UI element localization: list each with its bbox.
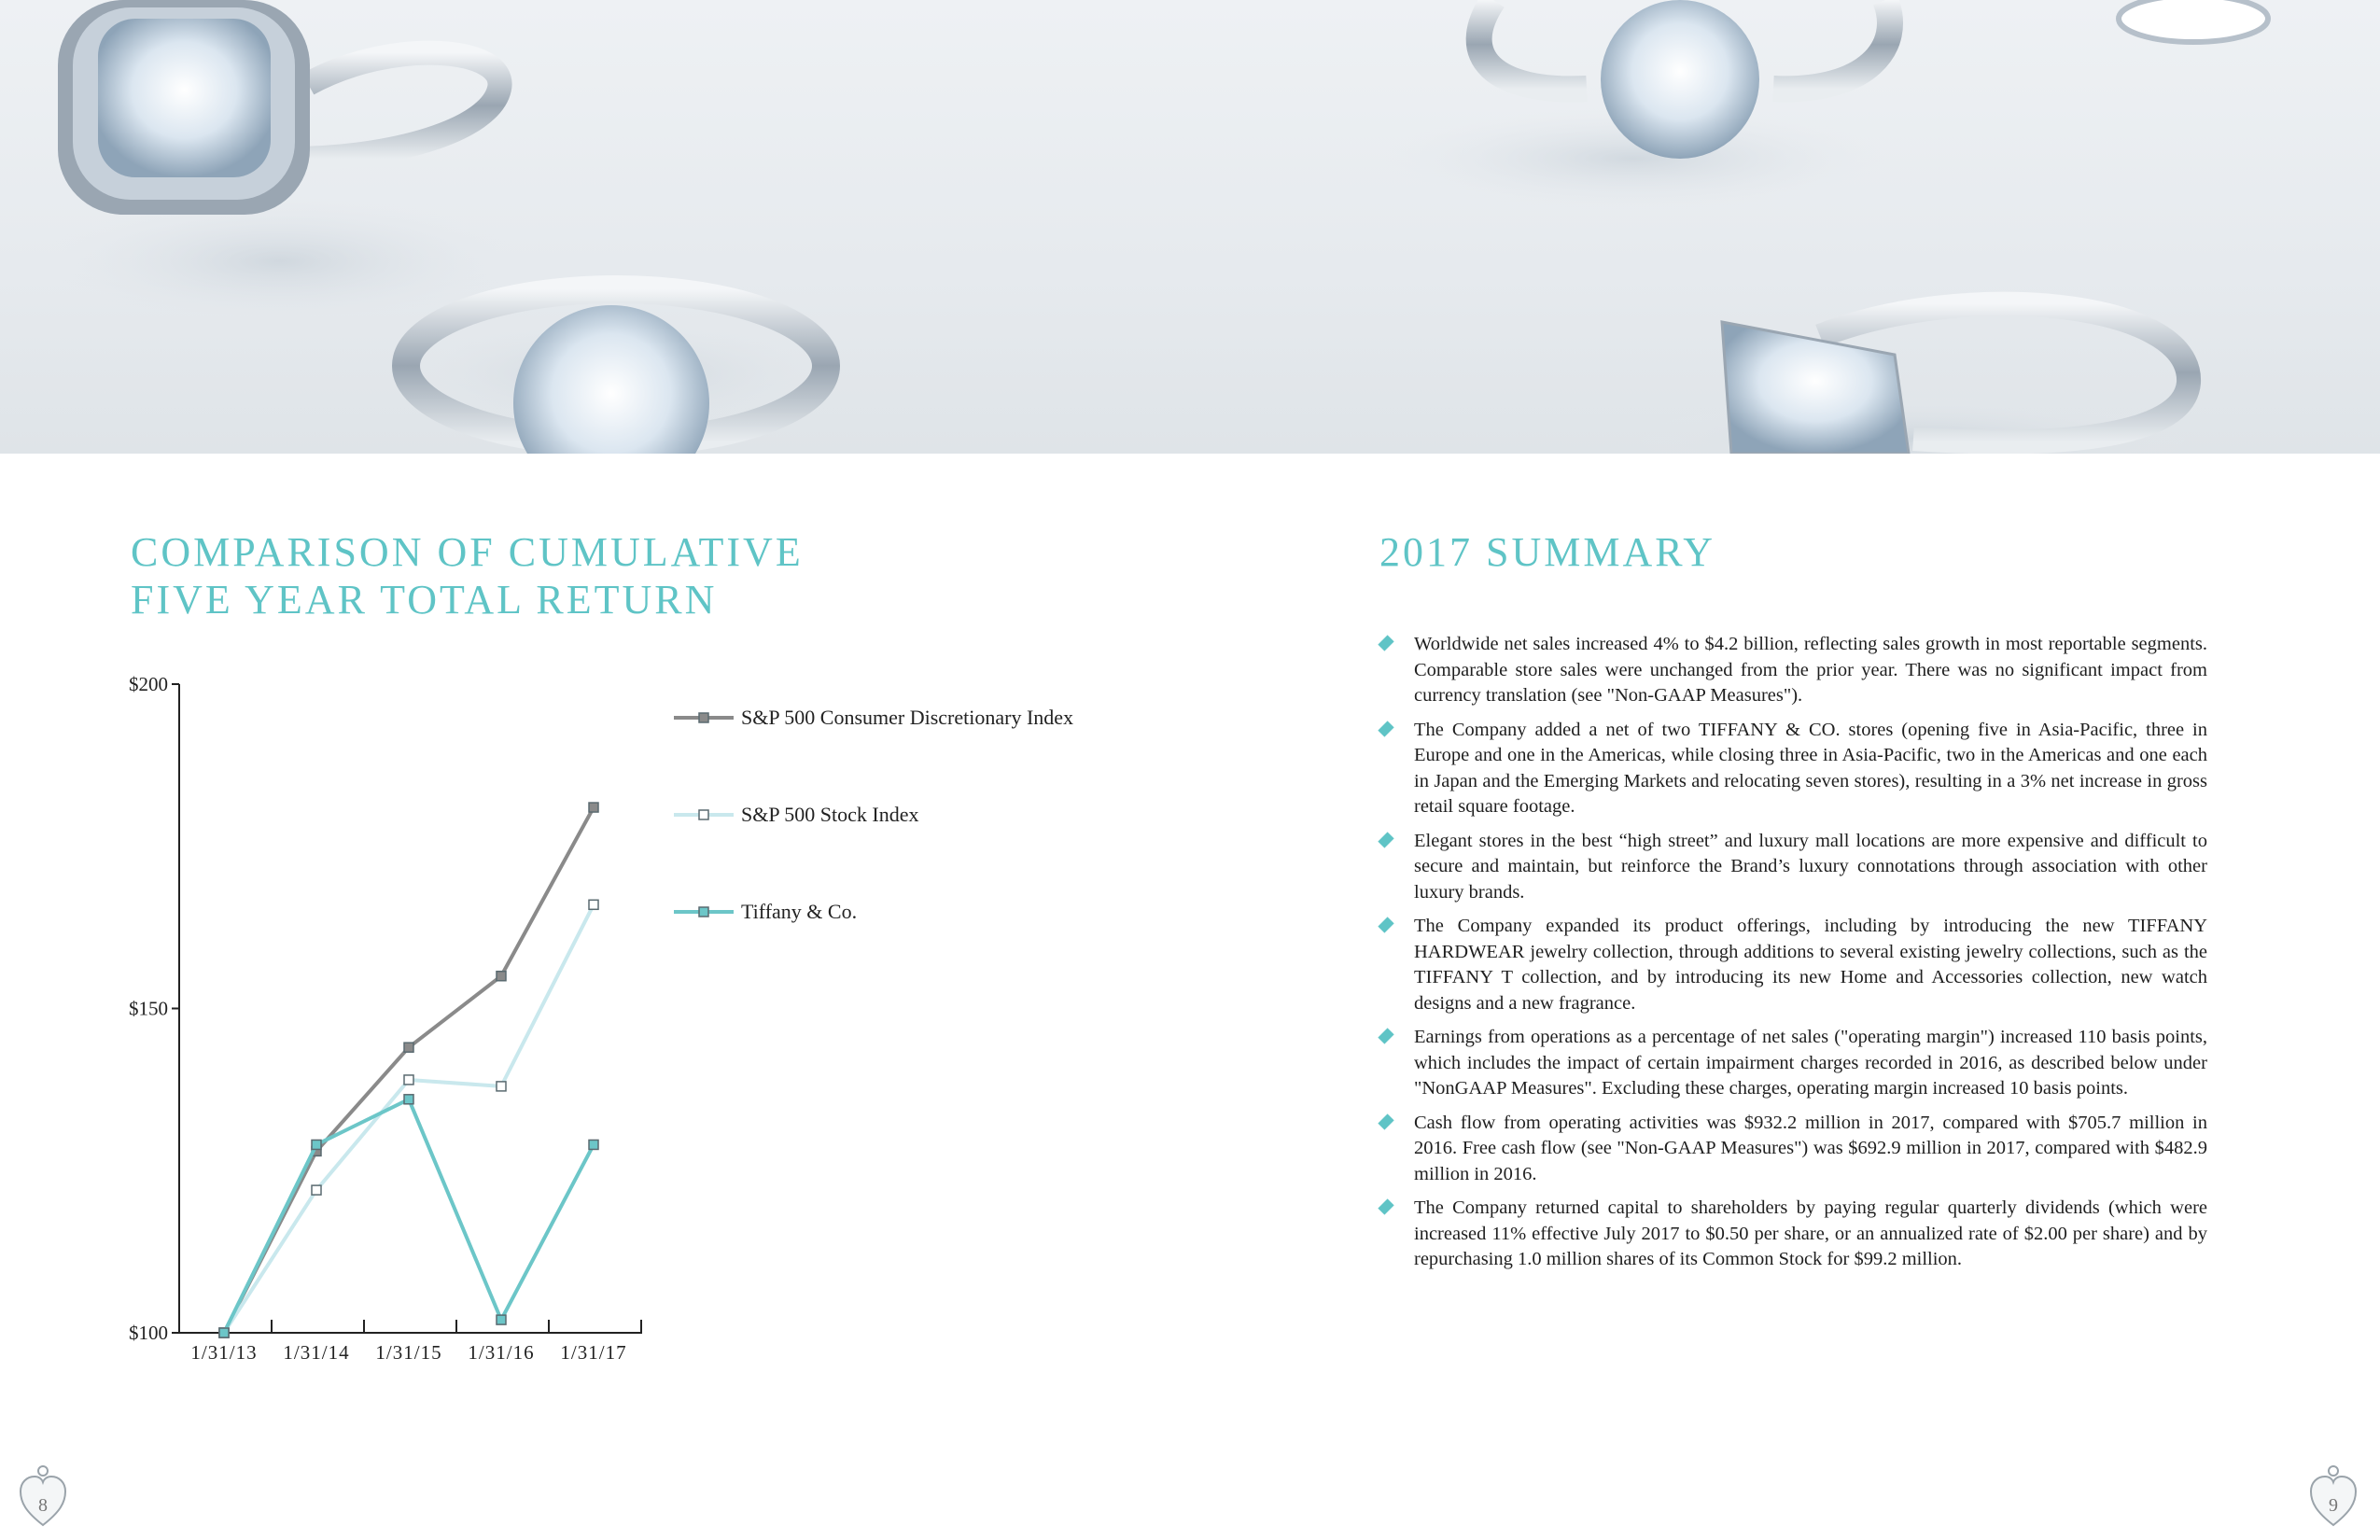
x-tick-label: 1/31/16 <box>468 1341 535 1364</box>
series-point <box>589 803 598 812</box>
summary-bullet-text: The Company returned capital to shareholders by paying regular quarterly dividends (which were increased 11% effective July 2017 to $0.50 per share, or an annualized rate of $2.00 per share) and by repurchasing 1.0 million shares of its Common Stock for $99.2 million. <box>1414 1197 2207 1269</box>
chart-heading-line-2: FIVE YEAR TOTAL RETURN <box>131 577 718 623</box>
series-point <box>497 972 506 981</box>
chart-heading-line-1: COMPARISON OF CUMULATIVE <box>131 529 804 575</box>
summary-bullet <box>1379 1111 2207 1188</box>
x-tick-label: 1/31/13 <box>190 1341 258 1364</box>
legend-label: Tiffany & Co. <box>741 900 858 923</box>
y-tick-label: $150 <box>129 997 168 1020</box>
series-point <box>312 1140 321 1149</box>
summary-bullet <box>1379 829 2207 906</box>
x-tick-label: 1/31/17 <box>560 1341 627 1364</box>
series-line-0 <box>224 807 594 1333</box>
series-point <box>404 1095 413 1104</box>
summary-bullet <box>1379 914 2207 1016</box>
series-point <box>589 900 598 909</box>
chart-legend <box>674 706 1073 923</box>
page-number-right-text: 9 <box>2329 1495 2338 1516</box>
diamond-bullet-icon <box>1378 917 1393 932</box>
y-tick-label: $200 <box>129 673 168 695</box>
diamond-bullet-icon <box>1378 1113 1393 1129</box>
series-line-2 <box>224 1099 594 1333</box>
y-tick-label: $100 <box>129 1322 168 1344</box>
summary-bullet-text: The Company expanded its product offerings, including by introducing the new TIFFANY HARDWEAR jewelry collection, through additions to several existing jewelry collections, such as the TIFFANY T collection, and by introducing its new Home and Accessories collection, new watch designs and a new fragrance. <box>1414 916 2207 1014</box>
summary-bullet <box>1379 632 2207 709</box>
summary-heading: 2017 SUMMARY <box>1379 529 1715 575</box>
diamond-bullet-icon <box>1378 721 1393 736</box>
x-tick-label: 1/31/15 <box>375 1341 442 1364</box>
summary-bullet <box>1379 1196 2207 1273</box>
page-number-left <box>19 1463 67 1529</box>
series-point <box>497 1082 506 1091</box>
summary-bullet-text: Elegant stores in the best “high street” and luxury mall locations are more expensive and difficult to secure and maintain, but reinforce the Brand’s luxury connotations through association with other luxury brands. <box>1414 830 2207 903</box>
series-point <box>404 1075 413 1085</box>
page-number-left-text: 8 <box>38 1495 48 1516</box>
summary-bullet-text: The Company added a net of two TIFFANY & CO. stores (opening five in Asia-Pacific, three in Europe and one in the Americas, while closing three in Asia-Pacific, two in the Americas and one each in Japan and the Emerging Markets and relocating seven stores), resulting in a 3% net increase in gross retail square footage. <box>1414 719 2207 817</box>
summary-bullet-text: Cash flow from operating activities was $932.2 million in 2017, compared with $705.7 million in 2016. Free cash flow (see "Non-GAAP Measures") was $692.9 million in 2017, compared with $482.9 million in 2016. <box>1414 1112 2207 1184</box>
diamond-bullet-icon <box>1378 1198 1393 1214</box>
legend-swatch-marker <box>699 713 708 722</box>
diamond-bullet-icon <box>1378 832 1393 847</box>
series-line-1 <box>224 904 594 1333</box>
legend-label: S&P 500 Stock Index <box>741 803 919 826</box>
legend-swatch-marker <box>699 810 708 819</box>
legend-label: S&P 500 Consumer Discretionary Index <box>741 706 1074 729</box>
chart-series-lines <box>219 803 598 1337</box>
x-tick-label: 1/31/14 <box>283 1341 350 1364</box>
summary-bullet-text: Earnings from operations as a percentage of net sales ("operating margin") increased 110 basis points, which includes the impact of certain impairment charges recorded in 2016, as described below under "NonGAAP Measures". Excluding these charges, operating margin increased 10 basis points. <box>1414 1027 2207 1099</box>
page-number-right <box>2309 1463 2358 1529</box>
series-point <box>219 1328 229 1337</box>
summary-bullet <box>1379 718 2207 820</box>
summary-bullet-text: Worldwide net sales increased 4% to $4.2 billion, reflecting sales growth in most reportable segments. Comparable store sales were unchanged from the prior year. There was no significant impact from currency translation (see "Non-GAAP Measures"). <box>1414 634 2207 706</box>
chart-axes <box>129 673 642 1364</box>
diamond-bullet-icon <box>1378 1028 1393 1043</box>
series-point <box>497 1315 506 1324</box>
legend-swatch-marker <box>699 907 708 917</box>
summary-bullet-list <box>1379 632 2207 1281</box>
series-point <box>312 1185 321 1195</box>
summary-bullet <box>1379 1025 2207 1102</box>
total-return-line-chart <box>0 0 1167 1400</box>
series-point <box>589 1140 598 1149</box>
diamond-bullet-icon <box>1378 635 1393 651</box>
series-point <box>404 1043 413 1052</box>
